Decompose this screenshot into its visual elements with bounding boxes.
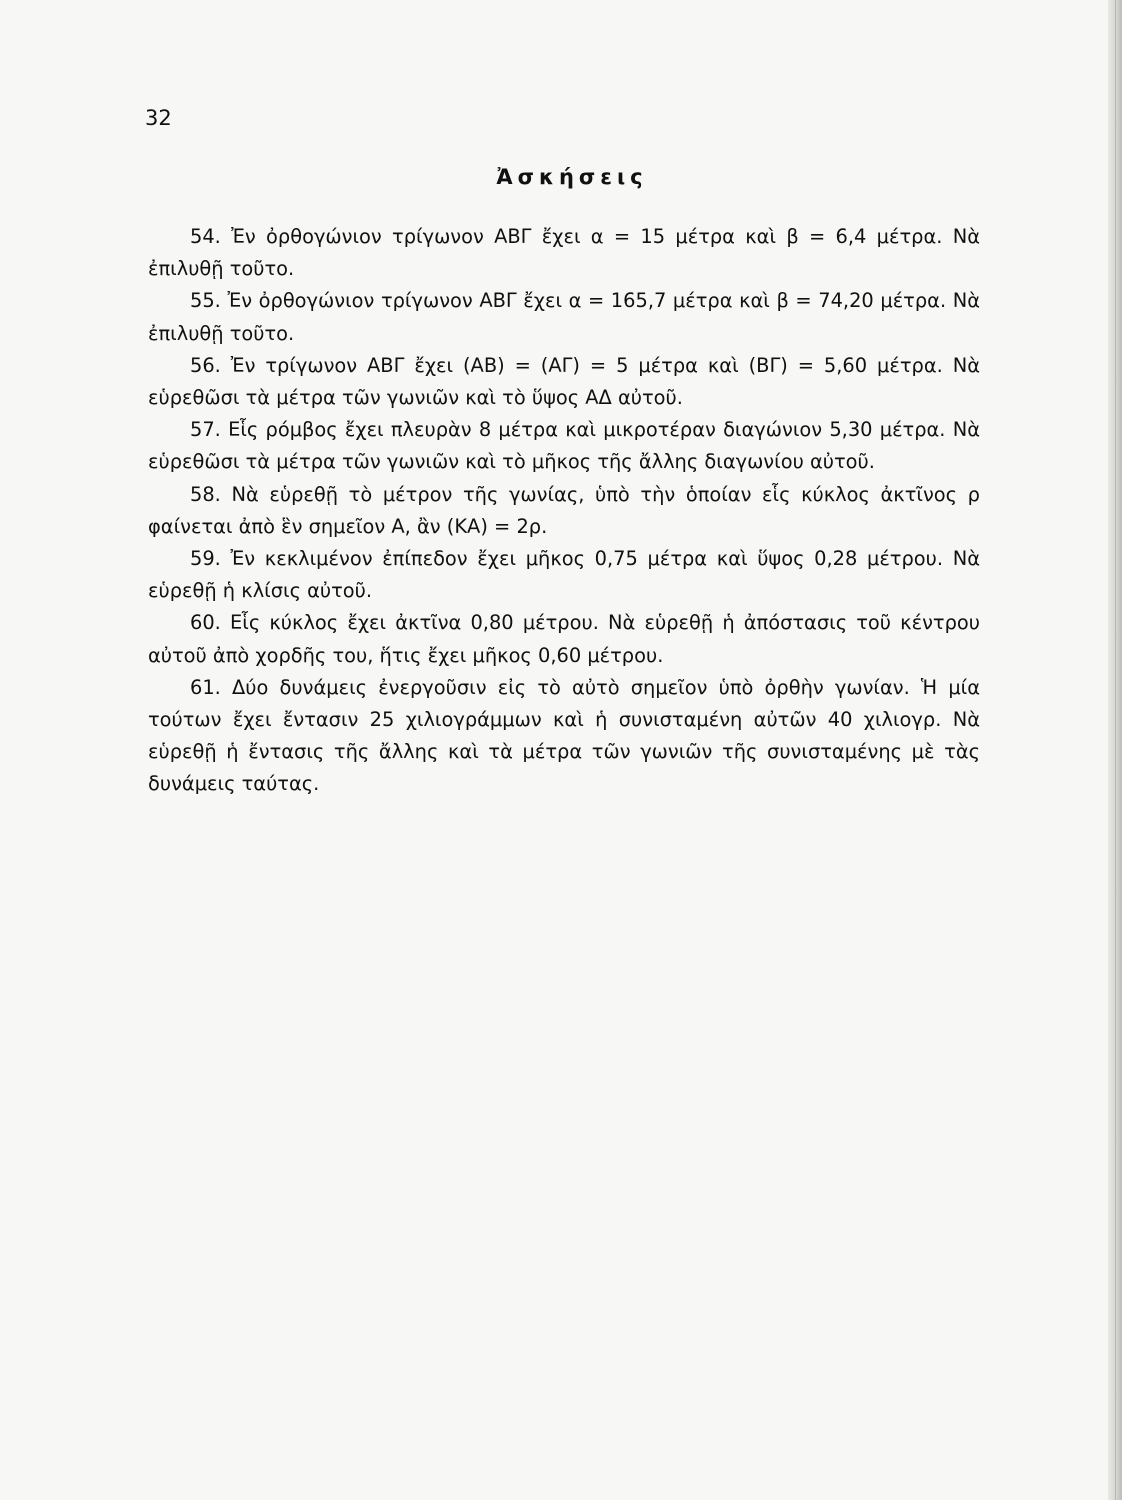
exercise-text: Εἷς κύκλος ἔχει ἀκτῖνα 0,80 μέτρου. Νὰ εὑρεθῇ ἡ ἀπόστασις τοῦ κέντρου αὐτοῦ ἀπὸ χορδῆς του, ἥτις ἔχει μῆκος 0,60 μέτρου. bbox=[148, 611, 980, 667]
exercise-number: 58. bbox=[190, 482, 221, 506]
exercise-56 bbox=[148, 350, 980, 414]
exercise-number: 57. bbox=[190, 418, 221, 442]
exercise-text: Εἷς ρόμβος ἔχει πλευρὰν 8 μέτρα καὶ μικροτέραν διαγώνιον 5,30 μέτρα. Νὰ εὑρεθῶσι τὰ μέτρα τῶν γωνιῶν καὶ τὸ μῆκος τῆς ἄλλης διαγωνίου αὐτοῦ. bbox=[148, 418, 980, 474]
exercise-text: Ἐν ὀρθογώνιον τρίγωνον ΑΒΓ ἔχει α = 165,7 μέτρα καὶ β = 74,20 μέτρα. Νὰ ἐπιλυθῇ τοῦτο. bbox=[148, 289, 980, 345]
exercise-58 bbox=[148, 479, 980, 543]
exercise-number: 54. bbox=[190, 225, 221, 248]
exercise-60 bbox=[148, 607, 980, 671]
section-heading: Ἀσκήσεις bbox=[496, 165, 648, 189]
exercise-57 bbox=[148, 414, 980, 478]
exercise-number: 56. bbox=[190, 353, 221, 377]
exercise-text: Ἐν ὀρθογώνιον τρίγωνον ΑΒΓ ἔχει α = 15 μέτρα καὶ β = 6,4 μέτρα. Νὰ ἐπιλυθῇ τοῦτο. bbox=[148, 225, 980, 281]
exercise-55 bbox=[148, 285, 980, 349]
exercise-54 bbox=[148, 221, 980, 285]
exercise-text: Ἐν τρίγωνον ΑΒΓ ἔχει (ΑΒ) = (ΑΓ) = 5 μέτρα καὶ (ΒΓ) = 5,60 μέτρα. Νὰ εὑρεθῶσι τὰ μέτρα τῶν γωνιῶν καὶ τὸ ὕψος ΑΔ αὐτοῦ. bbox=[148, 353, 980, 410]
exercise-text: Ἐν κεκλιμένον ἐπίπεδον ἔχει μῆκος 0,75 μέτρα καὶ ὕψος 0,28 μέτρου. Νὰ εὑρεθῇ ἡ κλίσις αὐτοῦ. bbox=[148, 547, 980, 603]
exercise-59 bbox=[148, 543, 980, 607]
page-edge-line bbox=[1115, 0, 1116, 1500]
exercise-list bbox=[148, 221, 980, 801]
page-number: 32 bbox=[145, 106, 172, 130]
exercise-text: Νὰ εὑρεθῇ τὸ μέτρον τῆς γωνίας, ὑπὸ τὴν ὁποίαν εἷς κύκλος ἀκτῖνος ρ φαίνεται ἀπὸ ἓν σημεῖον Α, ἂν (ΚΑ) = 2ρ. bbox=[148, 482, 980, 538]
exercise-number: 60. bbox=[190, 611, 221, 635]
exercise-text: Δύο δυνάμεις ἐνεργοῦσιν εἰς τὸ αὐτὸ σημεῖον ὑπὸ ὀρθὴν γωνίαν. Ἡ μία τούτων ἔχει ἔντασιν 25 χιλιογράμμων καὶ ἡ συνισταμένη αὐτῶν 40 χιλιογρ. Νὰ εὑρεθῇ ἡ ἔντασις τῆς ἄλλης καὶ τὰ μέτρα τῶν γωνιῶν τῆς συνισταμένης μὲ τὰς δυνάμεις ταύτας. bbox=[148, 675, 980, 796]
exercise-number: 55. bbox=[190, 289, 221, 313]
exercise-61 bbox=[148, 672, 980, 801]
exercise-number: 61. bbox=[190, 675, 221, 699]
exercise-number: 59. bbox=[190, 547, 221, 571]
